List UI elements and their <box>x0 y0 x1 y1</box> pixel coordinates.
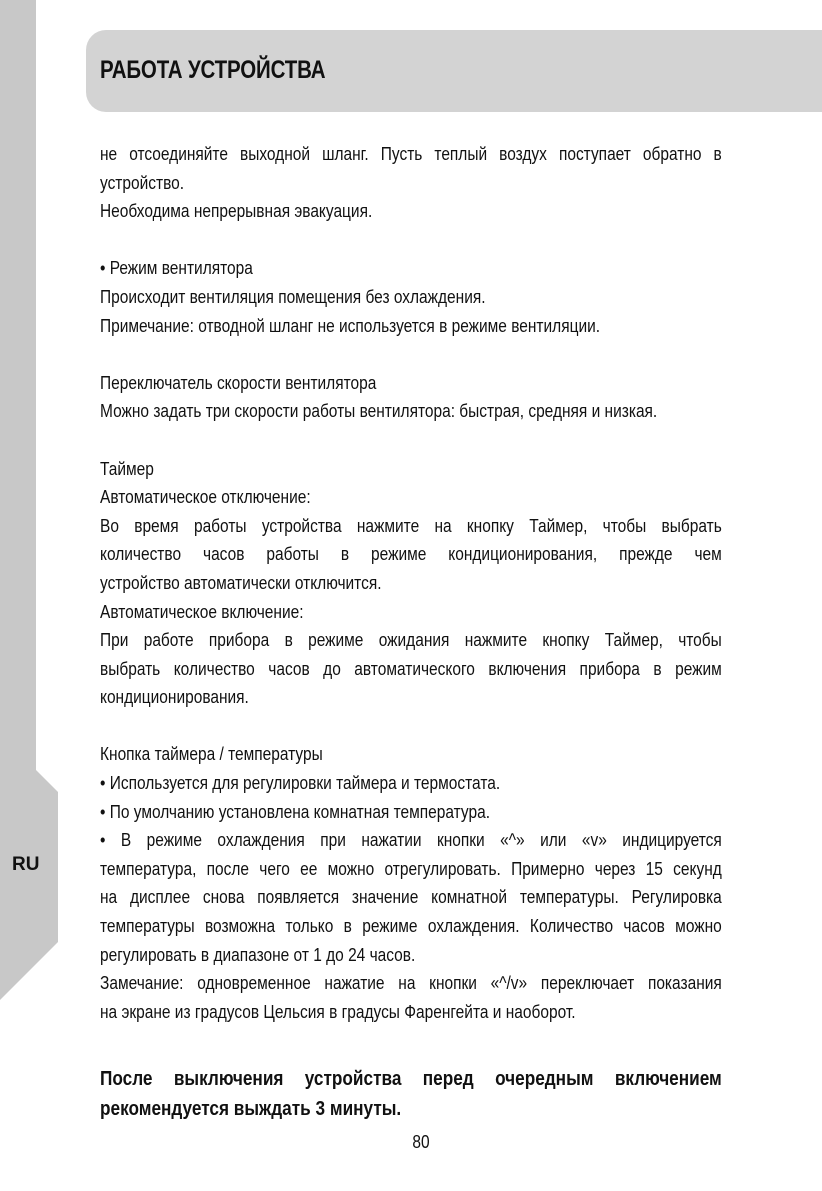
section-title: РАБОТА УСТРОЙСТВА <box>100 56 326 84</box>
text-line-wrap <box>100 883 722 912</box>
text-line-wrap <box>100 512 722 541</box>
text-line: температура, после чего ее можно отрегулировать. Примерно через 15 секунд <box>100 858 722 879</box>
paragraph-gap <box>100 226 722 255</box>
text-line: Автоматическое включение: <box>100 601 304 622</box>
text-line-wrap <box>100 540 722 569</box>
text-line: Таймер <box>100 458 154 479</box>
paragraph-gap <box>100 340 722 369</box>
text-line: Происходит вентиляция помещения без охлаждения. <box>100 286 486 307</box>
text-line: регулировать в диапазоне от 1 до 24 часов. <box>100 944 416 965</box>
text-line: Замечание: одновременное нажатие на кнопки «^/v» переключает показания <box>100 973 722 994</box>
text-line: устройство автоматически отключится. <box>100 572 382 593</box>
text-line-wrap <box>100 912 722 941</box>
text-line-wrap <box>100 655 722 684</box>
text-line: При работе прибора в режиме ожидания нажмите кнопку Таймер, чтобы <box>100 630 722 651</box>
page-number: 80 <box>412 1132 430 1152</box>
text-line-wrap <box>100 140 722 169</box>
text-line: устройство. <box>100 172 185 193</box>
text-line: Автоматическое отключение: <box>100 487 311 508</box>
warning-line-2: рекомендуется выждать 3 минуты. <box>100 1098 402 1120</box>
text-line: температуры возможна только в режиме охлаждения. Количество часов можно <box>100 916 722 937</box>
text-line: Переключатель скорости вентилятора <box>100 372 377 393</box>
language-tab-label: RU <box>12 854 40 875</box>
paragraph-gap <box>100 712 722 741</box>
text-line: • В режиме охлаждения при нажатии кнопки «^» или «v» индицируется <box>100 830 722 851</box>
warning-line-1: После выключения устройства перед очередным включением <box>100 1068 722 1090</box>
side-language-strip <box>0 0 58 1191</box>
text-line: на дисплее снова появляется значение комнатной температуры. Регулировка <box>100 887 722 908</box>
text-line: выбрать количество часов до автоматического включения прибора в режим <box>100 658 722 679</box>
text-line-wrap <box>100 626 722 655</box>
text-line: • По умолчанию установлена комнатная температура. <box>100 801 491 822</box>
text-line: Кнопка таймера / температуры <box>100 744 323 765</box>
text-line: • Режим вентилятора <box>100 258 253 279</box>
text-line: не отсоединяйте выходной шланг. Пусть теплый воздух поступает обратно в <box>100 144 722 164</box>
text-line: на экране из градусов Цельсия в градусы Фаренгейта и наоборот. <box>100 1001 576 1022</box>
text-line: Можно задать три скорости работы вентилятора: быстрая, средняя и низкая. <box>100 401 658 422</box>
text-line-wrap <box>100 855 722 884</box>
text-line: • Используется для регулировки таймера и термостата. <box>100 773 501 794</box>
text-line: Необходима непрерывная эвакуация. <box>100 201 373 222</box>
text-line: кондиционирования. <box>100 687 249 708</box>
text-line: Во время работы устройства нажмите на кнопку Таймер, чтобы выбрать <box>100 515 722 536</box>
body-text <box>100 140 722 1026</box>
warning-note <box>100 1064 722 1124</box>
text-line-wrap <box>100 969 722 998</box>
text-line: Примечание: отводной шланг не используется в режиме вентиляции. <box>100 315 601 336</box>
paragraph-gap <box>100 426 722 455</box>
text-line: количество часов работы в режиме кондиционирования, прежде чем <box>100 544 722 565</box>
text-line-wrap <box>100 826 722 855</box>
page-number-container <box>0 1132 822 1153</box>
